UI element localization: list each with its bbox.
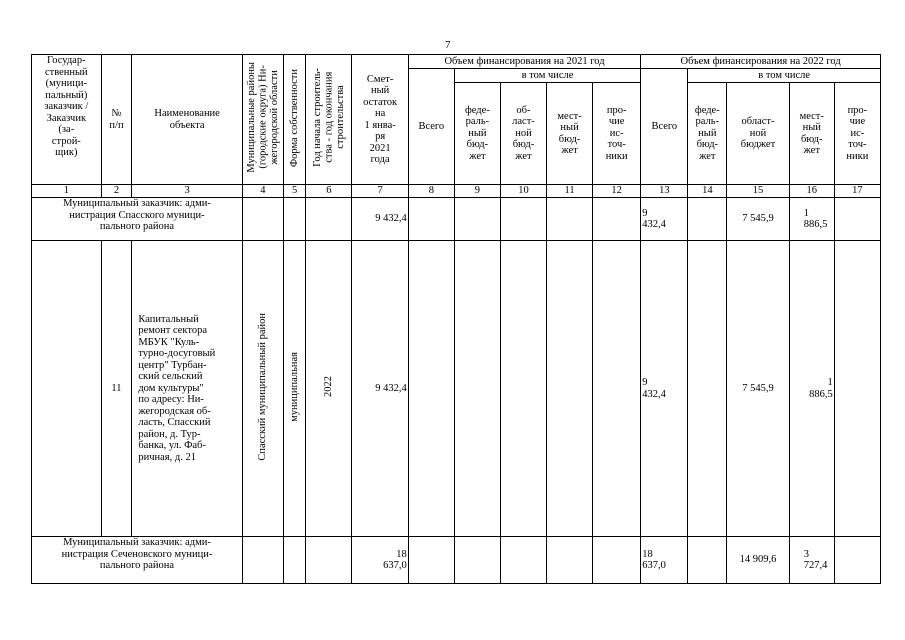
column-numbers-row	[32, 185, 881, 198]
regional-2022-value: 7 545,9	[727, 198, 789, 241]
object-district	[242, 241, 283, 537]
header-regional-2022: област- ной бюджет	[727, 83, 789, 185]
object-regional-2022: 7 545,9	[727, 241, 789, 537]
local-2022-value: 3 727,4	[789, 537, 834, 584]
customer-label: Муниципальный заказчик: адми- нистрация Спасского муници- пального района	[32, 198, 243, 241]
empty-cell	[242, 198, 283, 241]
local-2022-value: 1 886,5	[789, 198, 834, 241]
header-fin-2022: Объем финансирования на 2022 год	[641, 55, 881, 69]
column-number: 15	[727, 185, 789, 198]
empty-cell	[547, 241, 593, 537]
column-number: 1	[32, 185, 102, 198]
object-estimate: 9 432,4	[352, 241, 408, 537]
empty-cell	[593, 241, 641, 537]
empty-cell	[283, 198, 306, 241]
column-number: 9	[454, 185, 500, 198]
header-local-2022: мест- ный бюд- жет	[789, 83, 834, 185]
column-number: 10	[500, 185, 546, 198]
empty-cell	[306, 537, 352, 584]
header-including-2021: в том числе	[454, 69, 640, 83]
estimate-value: 18 637,0	[352, 537, 408, 584]
empty-cell	[500, 198, 546, 241]
header-years	[306, 55, 352, 185]
empty-cell	[454, 198, 500, 241]
column-number: 6	[306, 185, 352, 198]
empty-cell	[834, 241, 880, 537]
header-districts	[242, 55, 283, 185]
header-object-name: Наименование объекта	[132, 55, 243, 185]
object-local-2022: 1 886,5	[789, 241, 834, 537]
empty-cell	[547, 537, 593, 584]
column-number: 17	[834, 185, 880, 198]
object-total-2022: 9 432,4	[641, 241, 688, 537]
page-number: 7	[445, 39, 451, 51]
empty-cell	[454, 241, 500, 537]
header-total-2022: Всего	[641, 69, 688, 185]
column-number: 2	[101, 185, 132, 198]
header-fin-2021: Объем финансирования на 2021 год	[408, 55, 640, 69]
object-row	[32, 241, 881, 537]
column-number: 14	[688, 185, 727, 198]
header-num: № п/п	[101, 55, 132, 185]
header-other-2022: про- чие ис- точ- ники	[834, 83, 880, 185]
empty-cell	[500, 241, 546, 537]
header-districts-text: Муниципальные районы (городские округа) Ни- жегородской области	[245, 62, 280, 174]
column-number: 4	[242, 185, 283, 198]
header-including-2022: в том числе	[688, 69, 881, 83]
header-federal-2022: феде- раль- ный бюд- жет	[688, 83, 727, 185]
header-customer: Государ- ственный (муници- пальный) заказчик / Заказчик (за- строй- щик)	[32, 55, 102, 185]
empty-cell	[500, 537, 546, 584]
header-estimate: Смет- ный остаток на 1 янва- ря 2021 года	[352, 55, 408, 185]
object-num: 11	[101, 241, 132, 537]
empty-cell	[593, 537, 641, 584]
column-number: 16	[789, 185, 834, 198]
header-ownership-text: Форма собственности	[288, 68, 300, 167]
empty-cell	[593, 198, 641, 241]
column-number: 8	[408, 185, 454, 198]
empty-cell	[408, 241, 454, 537]
customer-row-sechenovsky	[32, 537, 881, 584]
object-district-text: Спасский муниципальный район	[257, 312, 269, 461]
empty-cell	[688, 198, 727, 241]
object-ownership-text: муниципальная	[288, 351, 300, 422]
column-number: 5	[283, 185, 306, 198]
estimate-value: 9 432,4	[352, 198, 408, 241]
header-years-text: Год начала строитель- ства - год окончания строительства	[311, 68, 346, 168]
empty-cell	[242, 537, 283, 584]
object-year	[306, 241, 352, 537]
header-local-2021: мест- ный бюд- жет	[547, 83, 593, 185]
empty-cell	[547, 198, 593, 241]
column-number: 12	[593, 185, 641, 198]
financing-table	[31, 54, 881, 584]
empty-cell	[688, 537, 727, 584]
column-number: 11	[547, 185, 593, 198]
column-number: 3	[132, 185, 243, 198]
total-2022-value: 18 637,0	[641, 537, 688, 584]
object-name: Капитальный ремонт сектора МБУК "Куль- турно-досуговый центр" Турбан- ский сельский дом культуры" по адресу: Ни- жегородская об- ласть, Спасский район, д. Тур- банка, ул. Фаб- ричная, д. 21	[132, 241, 243, 537]
object-year-text: 2022	[323, 376, 335, 398]
empty-cell	[283, 537, 306, 584]
empty-cell	[408, 537, 454, 584]
customer-row-spassky	[32, 198, 881, 241]
empty-cell	[834, 537, 880, 584]
empty-cell	[408, 198, 454, 241]
empty-cell	[306, 198, 352, 241]
header-federal-2021: феде- раль- ный бюд- жет	[454, 83, 500, 185]
column-number: 13	[641, 185, 688, 198]
empty-cell	[454, 537, 500, 584]
empty-cell	[32, 241, 102, 537]
total-2022-value: 9 432,4	[641, 198, 688, 241]
header-other-2021: про- чие ис- точ- ники	[593, 83, 641, 185]
empty-cell	[688, 241, 727, 537]
header-total-2021: Всего	[408, 69, 454, 185]
header-regional-2021: об- ласт- ной бюд- жет	[500, 83, 546, 185]
empty-cell	[834, 198, 880, 241]
column-number: 7	[352, 185, 408, 198]
header-ownership	[283, 55, 306, 185]
regional-2022-value: 14 909,6	[727, 537, 789, 584]
object-ownership	[283, 241, 306, 537]
customer-label: Муниципальный заказчик: адми- нистрация Сеченовского муници- пального района	[32, 537, 243, 584]
